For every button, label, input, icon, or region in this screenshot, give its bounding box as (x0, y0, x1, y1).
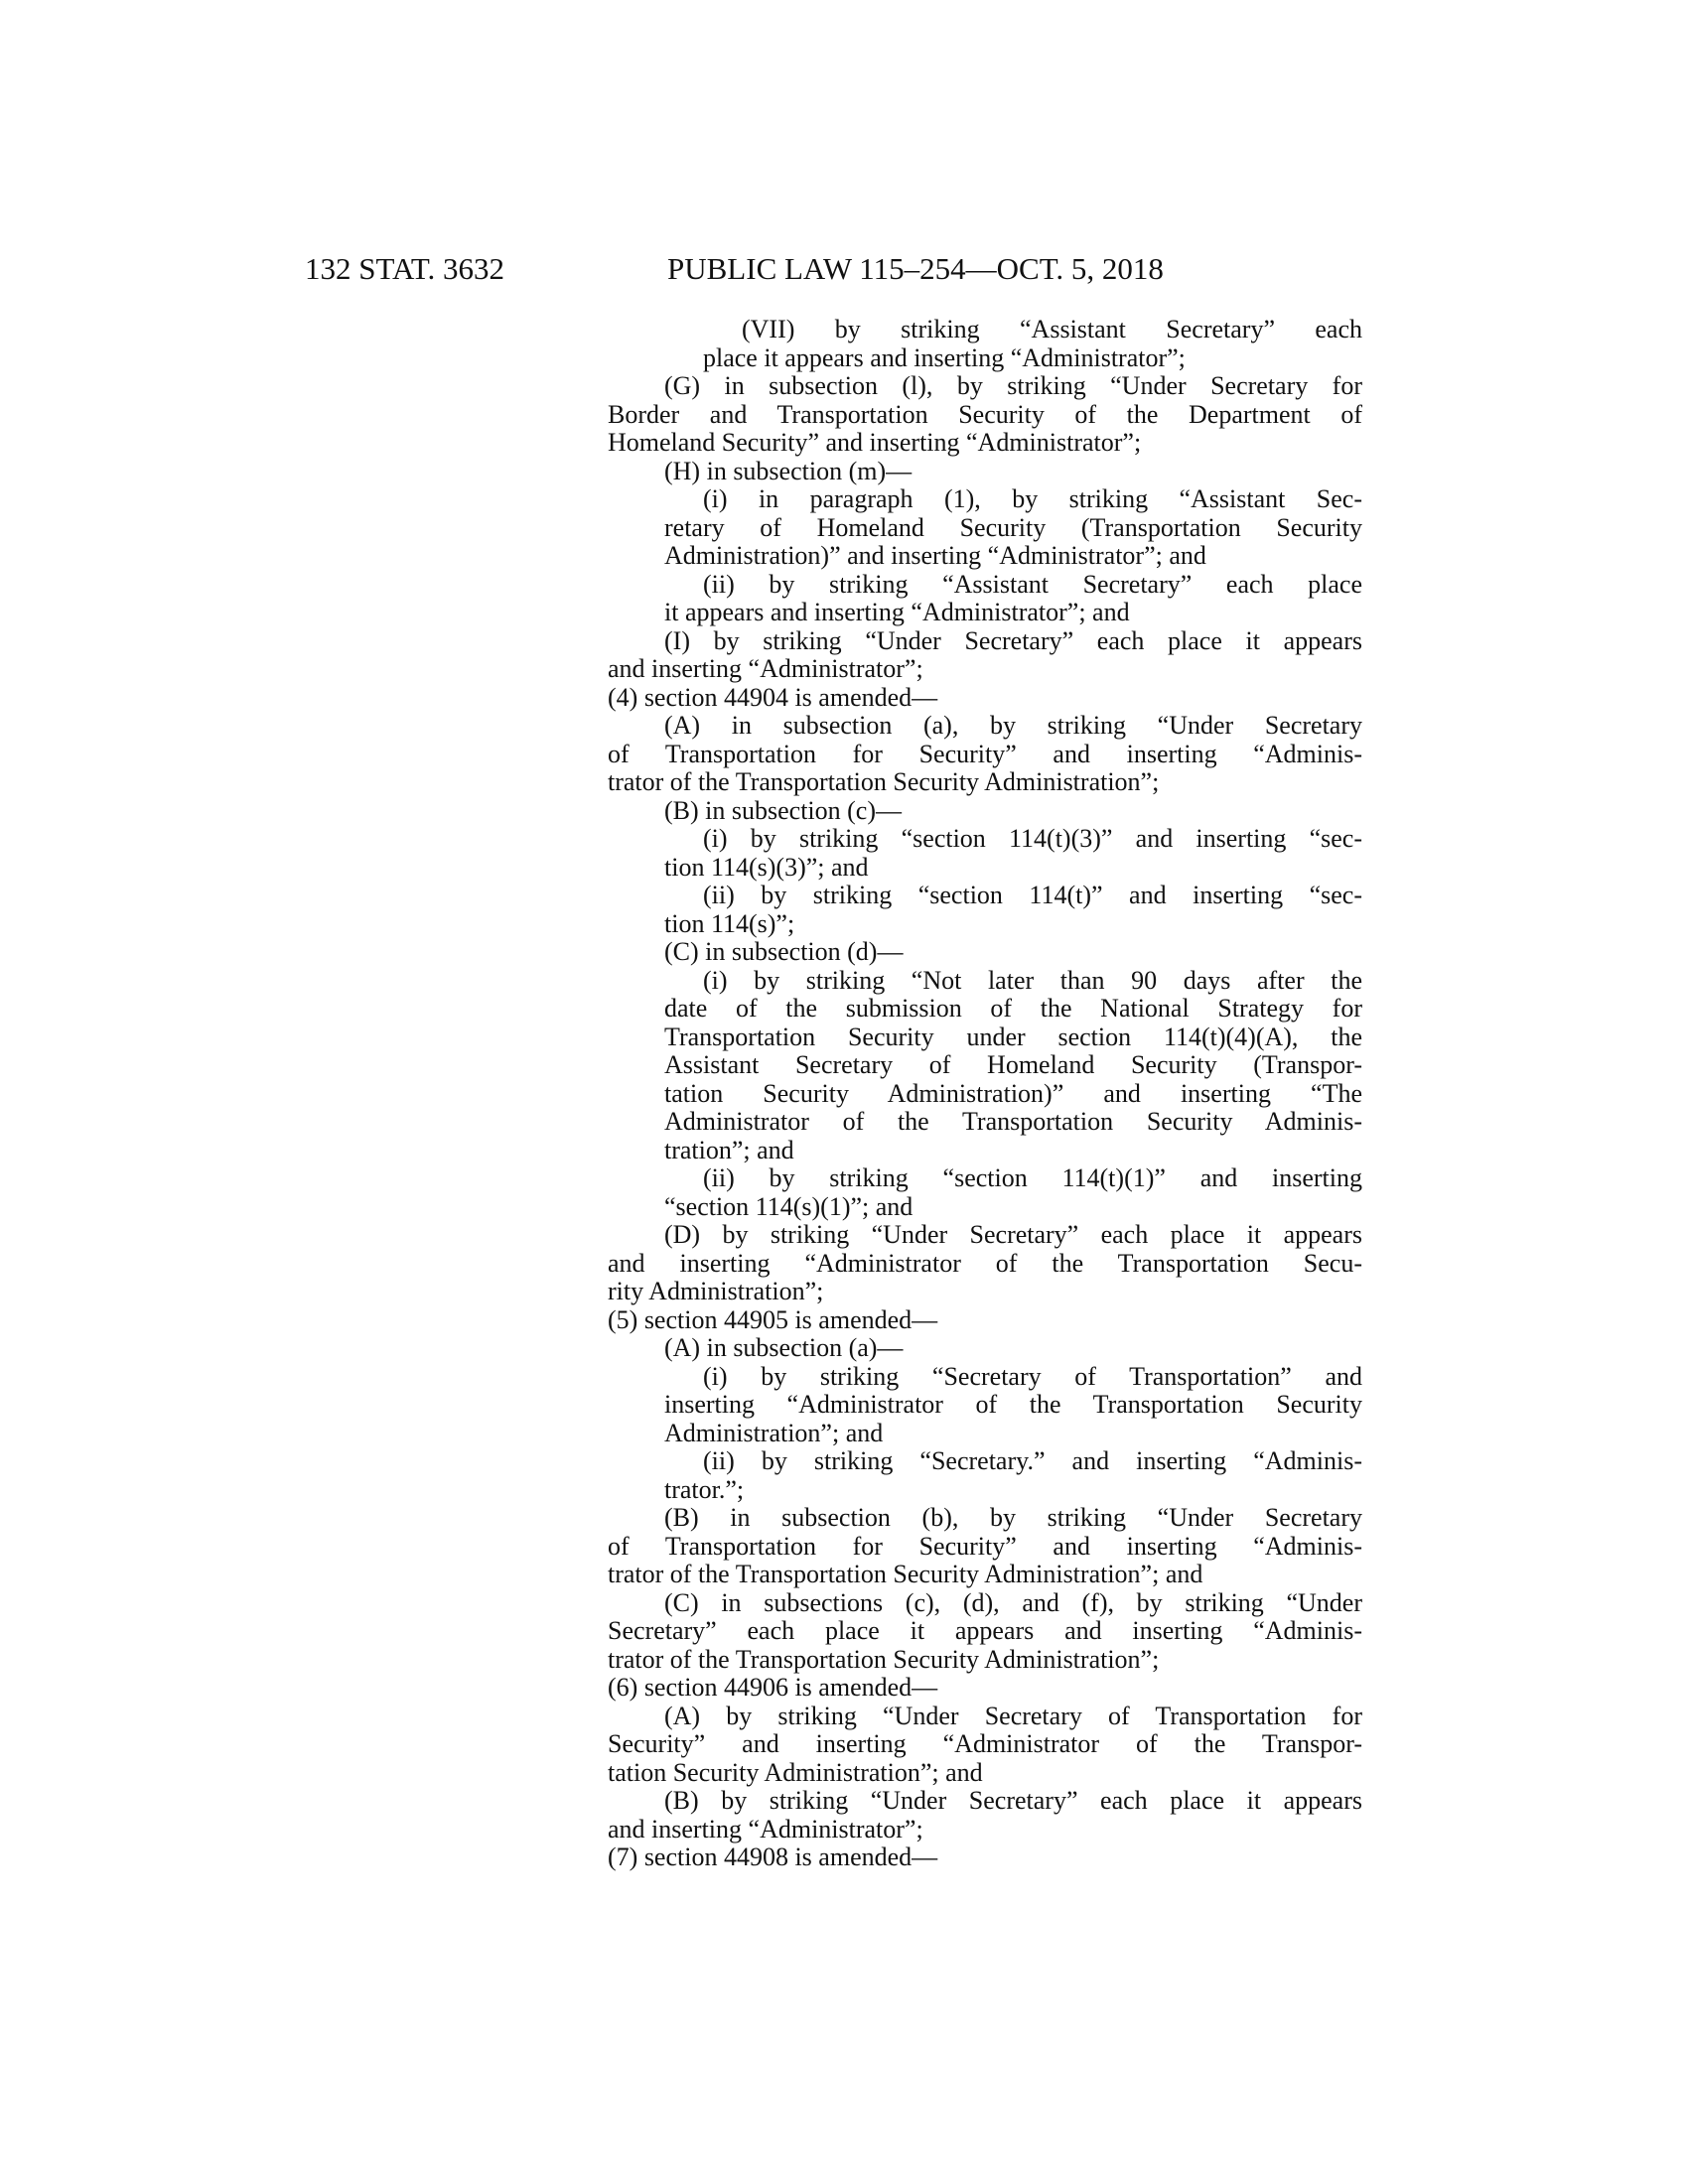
text-line: (I) by striking “Under Secretary” each place it appears (664, 625, 1362, 655)
text-line: tration”; and (664, 1135, 794, 1164)
text-line: rity Administration”; (608, 1277, 824, 1305)
text-line: and inserting “Administrator of the Transportation Secu- (608, 1248, 1362, 1278)
text-line: Administrator of the Transportation Security Adminis- (664, 1107, 1362, 1136)
text-line: trator.”; (664, 1474, 745, 1504)
text-line: tation Security Administration”; and (608, 1757, 983, 1787)
text-line: (C) in subsections (c), (d), and (f), by striking “Under (664, 1587, 1362, 1617)
text-line: (i) in paragraph (1), by striking “Assistant Sec- (703, 484, 1362, 513)
text-line: (A) in subsection (a), by striking “Under Secretary (664, 711, 1362, 740)
text-line: (B) in subsection (b), by striking “Under Secretary (664, 1503, 1362, 1532)
text-line: (ii) by striking “section 114(t)” and inserting “sec- (703, 881, 1362, 909)
text-line: Security” and inserting “Administrator of the Transpor- (608, 1729, 1362, 1758)
text-line: (i) by striking “section 114(t)(3)” and inserting “sec- (703, 824, 1362, 853)
running-head-title: PUBLIC LAW 115–254—OCT. 5, 2018 (667, 251, 1164, 286)
text-line: (i) by striking “Not later than 90 days after the (703, 965, 1362, 995)
text-line: and inserting “Administrator”; (608, 1814, 923, 1843)
text-line: Border and Transportation Security of the Department of (608, 399, 1362, 429)
text-line: (VII) by striking “Assistant Secretary” each (742, 315, 1362, 343)
text-line: trator of the Transportation Security Administration”; and (608, 1560, 1203, 1588)
text-line: tation Security Administration)” and inserting “The (664, 1078, 1362, 1108)
text-line: (5) section 44905 is amended— (608, 1304, 938, 1334)
text-line: (i) by striking “Secretary of Transportation” and (703, 1361, 1362, 1391)
text-line: (ii) by striking “section 114(t)(1)” and inserting (703, 1163, 1362, 1192)
text-line: (G) in subsection (l), by striking “Under Secretary for (664, 371, 1362, 400)
text-line: (7) section 44908 is amended— (608, 1843, 938, 1871)
text-line: trator of the Transportation Security Administration”; (608, 767, 1160, 796)
text-line: (B) by striking “Under Secretary” each place it appears (664, 1786, 1362, 1815)
text-line: (ii) by striking “Secretary.” and inserting “Adminis- (703, 1446, 1362, 1475)
text-line: (ii) by striking “Assistant Secretary” each place (703, 569, 1362, 599)
text-line: tion 114(s)”; (664, 908, 795, 938)
text-line: (6) section 44906 is amended— (608, 1673, 938, 1702)
text-line: retary of Homeland Security (Transportation Security (664, 512, 1362, 542)
text-line: date of the submission of the National Strategy for (664, 994, 1362, 1023)
text-line: place it appears and inserting “Administrator”; (703, 342, 1186, 372)
text-line: Homeland Security” and inserting “Administrator”; (608, 428, 1142, 457)
statute-text (608, 316, 1362, 1872)
text-line: Administration)” and inserting “Administrator”; and (664, 541, 1206, 570)
text-line: and inserting “Administrator”; (608, 654, 923, 683)
text-line: tion 114(s)(3)”; and (664, 852, 869, 882)
text-line: of Transportation for Security” and inserting “Adminis- (608, 1531, 1362, 1561)
text-line: (C) in subsection (d)— (664, 937, 904, 966)
text-line: Assistant Secretary of Homeland Security (Transpor- (664, 1050, 1362, 1079)
text-line: Administration”; and (664, 1418, 884, 1447)
text-line: Transportation Security under section 114(t)(4)(A), the (664, 1022, 1362, 1051)
text-line: (4) section 44904 is amended— (608, 682, 938, 712)
text-line: (A) by striking “Under Secretary of Transportation for (664, 1701, 1362, 1730)
text-line: Secretary” each place it appears and inserting “Adminis- (608, 1616, 1362, 1645)
text-line: (H) in subsection (m)— (664, 456, 913, 485)
text-line: “section 114(s)(1)”; and (664, 1191, 914, 1221)
text-line: (A) in subsection (a)— (664, 1333, 904, 1362)
text-line: (D) by striking “Under Secretary” each place it appears (664, 1220, 1362, 1249)
text-line: of Transportation for Security” and inserting “Adminis- (608, 739, 1362, 768)
stat-citation: 132 STAT. 3632 (305, 251, 505, 286)
text-line: trator of the Transportation Security Administration”; (608, 1644, 1160, 1674)
text-line: (B) in subsection (c)— (664, 795, 903, 825)
text-line: inserting “Administrator of the Transportation Security (664, 1390, 1362, 1419)
text-line: it appears and inserting “Administrator”; and (664, 598, 1130, 626)
